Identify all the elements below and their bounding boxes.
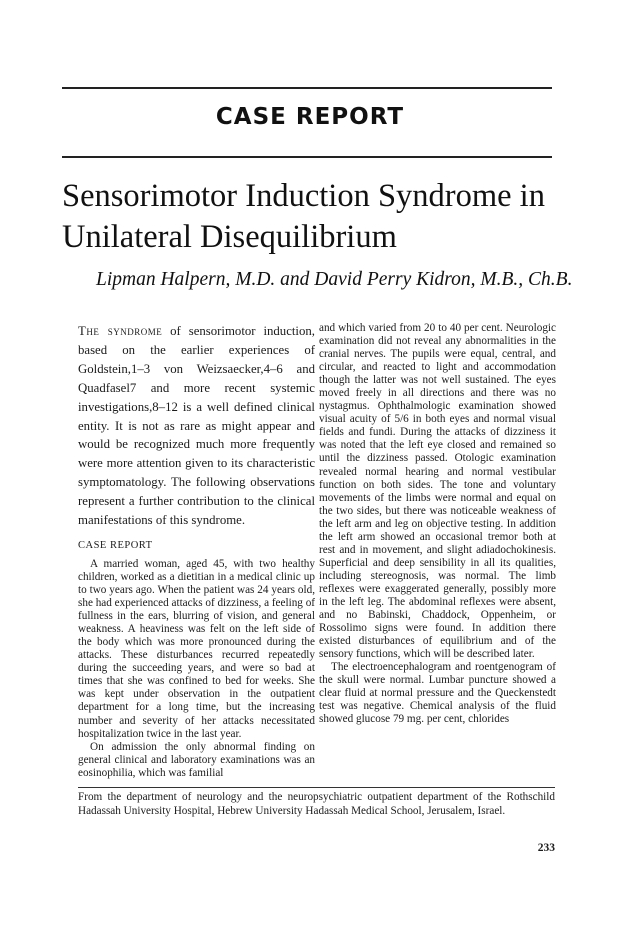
footnote-divider: [78, 787, 555, 788]
intro-text: of sensorimotor induction, based on the earlier experiences of Goldstein,1–3 von Weizsaecker,4–6 and Quadfasel7 and more recent systemic investigations,8–12 is a well defined clinical entity. It is not as rare as might appear and would be recognized much more frequently were more attention given to its characteristic symptomatology. The following observations represent a further contribution to the clinical manifestations of this syndrome.: [78, 324, 315, 528]
article-title: Sensorimotor Induction Syndrome in Unilateral Disequilibrium: [62, 178, 545, 255]
body-paragraph: A married woman, aged 45, with two healthy children, worked as a dietitian in a medical clinic up to two years ago. When the patient was 24 years old, she had experienced attacks of dizziness, a feeling of fullness in the ears, blurring of vision, and general weakness. A heaviness was felt on the left side of the body which was more pronounced during the attacks. These disturbances recurred repeatedly during the succeeding years, and were so bad at times that she was confined to bed for weeks. She was kept under observation in the outpatient department for a long time, but the increasing number and severity of her attacks necessitated hospitalization twice in the last year.: [78, 557, 316, 740]
author-line: Lipman Halpern, M.D. and David Perry Kidron, M.B., Ch.B.: [96, 269, 573, 290]
affiliation-footnote: From the department of neurology and the neuropsychiatric outpatient department of the Rothschild Hadassah University Hospital, Hebrew University Hadassah Medical School, Jerusalem, Israel.: [78, 791, 555, 817]
intro-lead: The syndrome: [78, 324, 163, 338]
intro-paragraph: [78, 322, 315, 530]
top-rule: [62, 87, 552, 89]
left-column: [78, 322, 315, 780]
header-bottom-rule: [62, 156, 552, 158]
body-paragraph: and which varied from 20 to 40 per cent. Neurologic examination did not reveal any abnormalities in the cranial nerves. The pupils were equal, central, and circular, and reacted to light and accommodation though the latter was not well sustained. The eyes moved freely in all directions and there was no nystagmus. Ophthalmologic examination showed visual acuity of 5/6 in both eyes and normal visual fields and fundi. During the attacks of dizziness it was noted that the left eye closed and remained so until the dizziness passed. Otologic examination revealed normal hearing and normal vestibular function on both sides. The tone and voluntary movements of the limbs were normal and equal on the two sides, but there was noticeable weakness of the left arm and leg on objective testing. In addition the left arm showed an occasional tremor both at rest and in movement, and slight adiadochokinesis. Superficial and deep sensibility in all its qualities, including stereognosis, was normal. The limb reflexes were exaggerated generally, possibly more in the left leg. The abdominal reflexes were absent, and no Babinski, Chaddock, Oppenheim, or Rossolimo signs were found. In addition there existed disturbances of equilibrium and of the sensory functions, which will be described later.: [319, 322, 556, 661]
right-column: [319, 322, 556, 726]
case-report-subheading: CASE REPORT: [78, 539, 153, 551]
section-heading: CASE REPORT: [215, 104, 405, 130]
page-number: 233: [537, 842, 555, 854]
body-paragraph: The electroencephalogram and roentgenogram of the skull were normal. Lumbar puncture showed a clear fluid at normal pressure and the Queckenstedt test was negative. Chemical analysis of the fluid showed glucose 79 mg. per cent, chlorides: [319, 661, 556, 726]
body-paragraph: On admission the only abnormal finding on general clinical and laboratory examinations was an eosinophilia, which was familial: [78, 740, 315, 779]
